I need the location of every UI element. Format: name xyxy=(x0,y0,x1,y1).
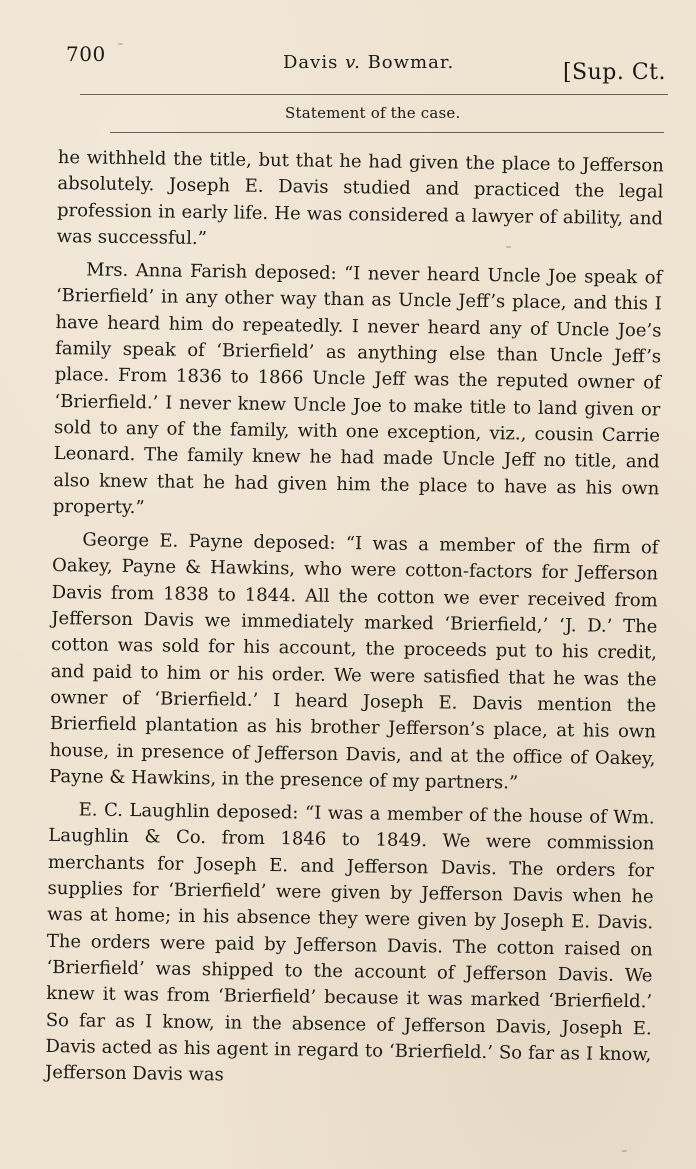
paper-speck xyxy=(506,246,511,248)
page-number: 700 xyxy=(66,42,106,66)
paragraph: E. C. Laughlin deposed: “I was a member of the house of Wm. Laughlin & Co. from 1846 to 1849. We were commission merchants for Joseph E. and Jefferson Davis. The orders for supplies for ‘Brierfield’ were given by Jefferson Davis when he was at home; in his absence they were given by Joseph E. Davis. The orders were paid by Jefferson Davis. The cotton raised on ‘Brierfield’ was shipped to the account of Jefferson Davis. We knew it was from ‘Brierfield’ because it was marked ‘Brierfield.’ So far as I know, in the absence of Jefferson Davis, Joseph E. Davis acted as his agent in regard to ‘Brierfield.’ So far as I know, Jefferson Davis was xyxy=(44,799,655,1086)
case-title xyxy=(283,52,454,73)
paragraph: George E. Payne deposed: “I was a member of the firm of Oakey, Payne & Hawkins, who were cotton-factors for Jefferson Davis from 1838 to 1844. All the cotton we ever received from Jefferson Davis we immediately marked ‘Brierfield,’ ‘J. D.’ The cotton was sold for his account, the proceeds put to his credit, and paid to him or his order. We were satisfied that he was the owner of ‘Brierfield.’ I heard Joseph E. Davis mention the Brierfield plantation as his brother Jefferson’s place, at his own house, in presence of Jefferson Davis, and at the office of Oakey, Payne & Hawkins, in the presence of my partners.” xyxy=(49,529,659,794)
statement-label: Statement of the case. xyxy=(285,104,461,122)
running-header xyxy=(66,40,666,88)
case-title-versus: v. xyxy=(345,52,361,73)
header-rule-top xyxy=(80,94,668,95)
case-title-left: Davis xyxy=(283,52,339,73)
page-body xyxy=(45,145,664,1102)
paper-speck xyxy=(118,43,123,45)
paragraph: he withheld the title, but that he had given the place to Jefferson absolutely. Joseph E. Davis studied and practiced the legal profession in early life. He was considered a lawyer of ability, and was successful.” xyxy=(56,146,664,249)
case-title-right: Bowmar. xyxy=(367,52,455,73)
header-rule-bottom xyxy=(110,132,664,133)
paragraph: Mrs. Anna Farish deposed: “I never heard Uncle Joe speak of ‘Brierfield’ in any other way than as Uncle Jeff’s place, and this I have heard him do repeatedly. I never heard any of Uncle Joe’s family speak of ‘Brierfield’ as anything else than Uncle Jeff’s place. From 1836 to 1866 Uncle Jeff was the reputed owner of ‘Brierfield.’ I never knew Uncle Joe to make title to land given or sold to any of the family, with one exception, viz., cousin Carrie Leonard. The family knew he had made Uncle Jeff no title, and also knew that he had given him the place to have as his own property.” xyxy=(52,259,663,519)
court-label: [Sup. Ct. xyxy=(562,60,666,85)
paper-speck xyxy=(622,1150,627,1152)
